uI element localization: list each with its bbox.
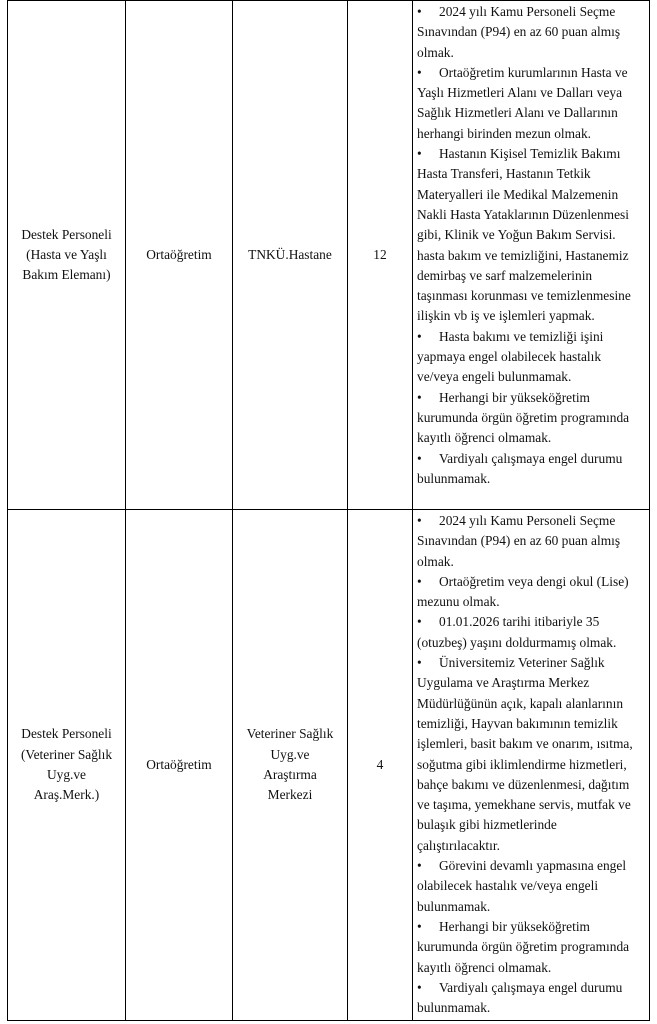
requirement-item (417, 63, 643, 144)
requirement-text: Görevini devamlı yapmasına engel olabilecek hastalık ve/veya engeli bulunmamak. (417, 858, 627, 914)
bullet-icon: • (417, 389, 422, 405)
bullet-icon: • (417, 64, 422, 80)
positions-table (7, 0, 650, 1021)
requirement-item (417, 572, 643, 613)
education-cell (126, 1, 233, 510)
position-count: 4 (376, 756, 384, 772)
requirement-text: 2024 yılı Kamu Personeli Seçme Sınavından (P94) en az 60 puan almış olmak. (417, 513, 621, 569)
requirement-item (417, 2, 643, 63)
requirements-list (417, 511, 643, 1018)
unit-name: TNKÜ.Hastane (248, 246, 332, 262)
requirement-item (417, 856, 643, 917)
requirement-text: Hastanın Kişisel Temizlik Bakımı Hasta Transferi, Hastanın Tetkik Materyalleri ile Medikal Malzemenin Nakli Hasta Yataklarının Düzenlenmesi gibi, Klinik ve Yoğun Bakım Servisi. hasta bakım ve temizliğini, Hastanemiz demirbaş ve sarf malzemelerinin taşınması korunması ve temizlenmesine ilişkin vb iş ve işlemleri yapmak. (417, 146, 631, 324)
education-level: Ortaöğretim (146, 246, 212, 262)
position-title: Destek Personeli (Veteriner Sağlık Uyg.ve Araş.Merk.) (20, 726, 113, 803)
bullet-icon: • (417, 573, 422, 589)
count-cell (348, 1, 413, 510)
bullet-icon: • (417, 614, 422, 630)
requirement-text: Herhangi bir yükseköğretim kurumunda örgün öğretim programında kayıtlı öğrenci olmamak. (417, 918, 630, 975)
requirement-text: Ortaöğretim kurumlarının Hasta ve Yaşlı Hizmetleri Alanı ve Dalları veya Sağlık Hizmetleri Alanı ve Dallarının herhangi birinden mezun olmak. (417, 64, 628, 141)
requirement-item (417, 144, 643, 327)
requirement-text: Vardiyalı çalışmaya engel durumu bulunmamak. (417, 979, 623, 1016)
requirement-item (417, 653, 643, 856)
requirement-item (417, 511, 643, 572)
requirements-cell (413, 1, 650, 510)
requirement-text: 2024 yılı Kamu Personeli Seçme Sınavından (P94) en az 60 puan almış olmak. (417, 4, 621, 60)
unit-name: Veteriner Sağlık Uyg.ve Araştırma Merkezi (246, 726, 334, 803)
requirement-text: Vardiyalı çalışmaya engel durumu bulunmamak. (417, 450, 623, 486)
unit-cell (233, 510, 348, 1021)
bullet-icon: • (417, 4, 422, 19)
table-row (8, 510, 650, 1021)
requirement-item (417, 978, 643, 1019)
requirement-item (417, 917, 643, 978)
position-title-cell (8, 1, 126, 510)
bullet-icon: • (417, 146, 422, 162)
requirement-text: Herhangi bir yükseköğretim kurumunda örgün öğretim programında kayıtlı öğrenci olmamak. (417, 389, 630, 446)
education-level: Ortaöğretim (146, 756, 212, 772)
bullet-icon: • (417, 513, 422, 528)
position-title: Destek Personeli (Hasta ve Yaşlı Bakım Elemanı) (21, 226, 112, 283)
position-title-cell (8, 510, 126, 1021)
requirement-item (417, 612, 643, 653)
position-count: 12 (373, 246, 387, 262)
requirement-item (417, 388, 643, 449)
requirement-text: Ortaöğretim veya dengi okul (Lise) mezunu olmak. (417, 573, 629, 610)
bullet-icon: • (417, 979, 422, 995)
requirements-list (417, 2, 643, 489)
requirement-text: Üniversitemiz Veteriner Sağlık Uygulama ve Araştırma Merkez Müdürlüğünün açık, kapalı alanlarının temizliği, Hayvan bakımının temizlik işlemleri, basit bakım ve onarım, ısıtma, soğutma gibi iklimlendirme hizmetleri, bahçe bakımı ve düzenlenmesi, dağıtım ve taşıma, yemekhane servis, mutfak ve bulaşık gibi hizmetlerinde çalıştırılacaktır. (417, 655, 633, 853)
bullet-icon: • (417, 450, 422, 466)
bullet-icon: • (417, 858, 422, 874)
bullet-icon: • (417, 918, 422, 934)
bullet-icon: • (417, 655, 422, 671)
requirement-item (417, 449, 643, 490)
count-cell (348, 510, 413, 1021)
unit-cell (233, 1, 348, 510)
requirement-text: Hasta bakımı ve temizliği işini yapmaya engel olabilecek hastalık ve/veya engeli bulunmamak. (417, 328, 604, 385)
table-row (8, 1, 650, 510)
requirements-cell (413, 510, 650, 1021)
bullet-icon: • (417, 328, 422, 344)
requirement-text: 01.01.2026 tarihi itibariyle 35 (otuzbeş) yaşını doldurmamış olmak. (417, 614, 617, 650)
requirement-item (417, 327, 643, 388)
education-cell (126, 510, 233, 1021)
